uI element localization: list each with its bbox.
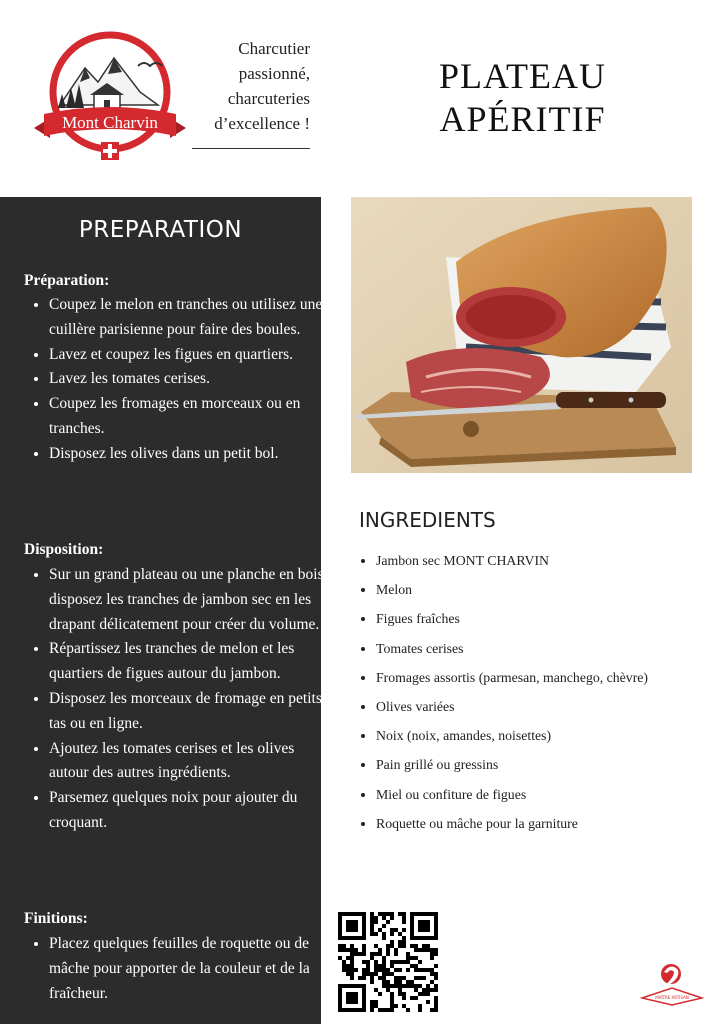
ingredient-item: • Roquette ou mâche pour la garniture <box>376 809 676 838</box>
tagline-line: Charcutier <box>238 39 310 58</box>
list-item: • Coupez le melon en tranches ou utilisez une cuillère parisienne pour faire des boules. <box>49 293 334 343</box>
list-item: • Ajoutez les tomates cerises et les olives autour des autres ingrédients. <box>49 737 334 787</box>
page-title <box>400 55 645 141</box>
preparation-heading: PREPARATION <box>78 217 243 243</box>
list-item: • Coupez les fromages en morceaux ou en tranches. <box>49 392 334 442</box>
tagline-divider <box>192 148 310 149</box>
list-item: • Lavez les tomates cerises. <box>49 367 334 392</box>
tagline-line: d’excellence ! <box>214 114 310 133</box>
ingredient-item: • Pain grillé ou gressins <box>376 750 676 779</box>
ingredient-item: • Melon <box>376 575 676 604</box>
ingredients-heading: INGREDIENTS <box>359 508 496 532</box>
ingredient-item: • Fromages assortis (parmesan, manchego, chèvre) <box>376 663 676 692</box>
list-item: • Parsemez quelques noix pour ajouter du croquant. <box>49 786 334 836</box>
list-item: • Lavez et coupez les figues en quartiers. <box>49 343 334 368</box>
ingredient-item: • Olives variées <box>376 692 676 721</box>
ingredient-item: • Tomates cerises <box>376 634 676 663</box>
section-title-disposition: Disposition: <box>24 541 104 558</box>
section-title-preparation: Préparation: <box>24 272 110 289</box>
finitions-steps <box>24 932 334 1006</box>
disposition-steps <box>24 563 334 836</box>
section-title-finitions: Finitions: <box>24 910 88 927</box>
tagline-line: passionné, <box>238 64 310 83</box>
list-item: • Disposez les morceaux de fromage en petits tas ou en ligne. <box>49 687 334 737</box>
mont-charvin-logo <box>30 30 190 165</box>
tagline-line: charcuteries <box>227 89 310 108</box>
brand-tagline <box>190 36 310 136</box>
title-line: APÉRITIF <box>439 99 606 139</box>
list-item: • Répartissez les tranches de melon et les quartiers de figues autour du jambon. <box>49 637 334 687</box>
ingredient-item: • Jambon sec MONT CHARVIN <box>376 546 676 575</box>
artisan-logo-text: MAÎTRE ARTISAN <box>655 995 689 1000</box>
list-item: • Disposez les olives dans un petit bol. <box>49 442 334 467</box>
list-item: • Placez quelques feuilles de roquette ou de mâche pour apporter de la couleur et de la fraîcheur. <box>49 932 334 1006</box>
list-item: • Sur un grand plateau ou une planche en bois, disposez les tranches de jambon sec en les drapant délicatement pour créer du volume. <box>49 563 334 637</box>
preparation-panel <box>0 197 328 1024</box>
ingredient-item: • Miel ou confiture de figues <box>376 780 676 809</box>
ingredient-item: • Figues fraîches <box>376 604 676 633</box>
ingredient-item: • Noix (noix, amandes, noisettes) <box>376 721 676 750</box>
logo-text: Mont Charvin <box>62 113 158 132</box>
title-line: PLATEAU <box>439 56 606 96</box>
ham-photo <box>351 197 692 473</box>
preparation-steps <box>24 293 334 467</box>
ingredients-list <box>357 546 676 838</box>
qr-code[interactable] <box>338 912 438 1012</box>
maitre-artisan-logo <box>640 958 704 1006</box>
